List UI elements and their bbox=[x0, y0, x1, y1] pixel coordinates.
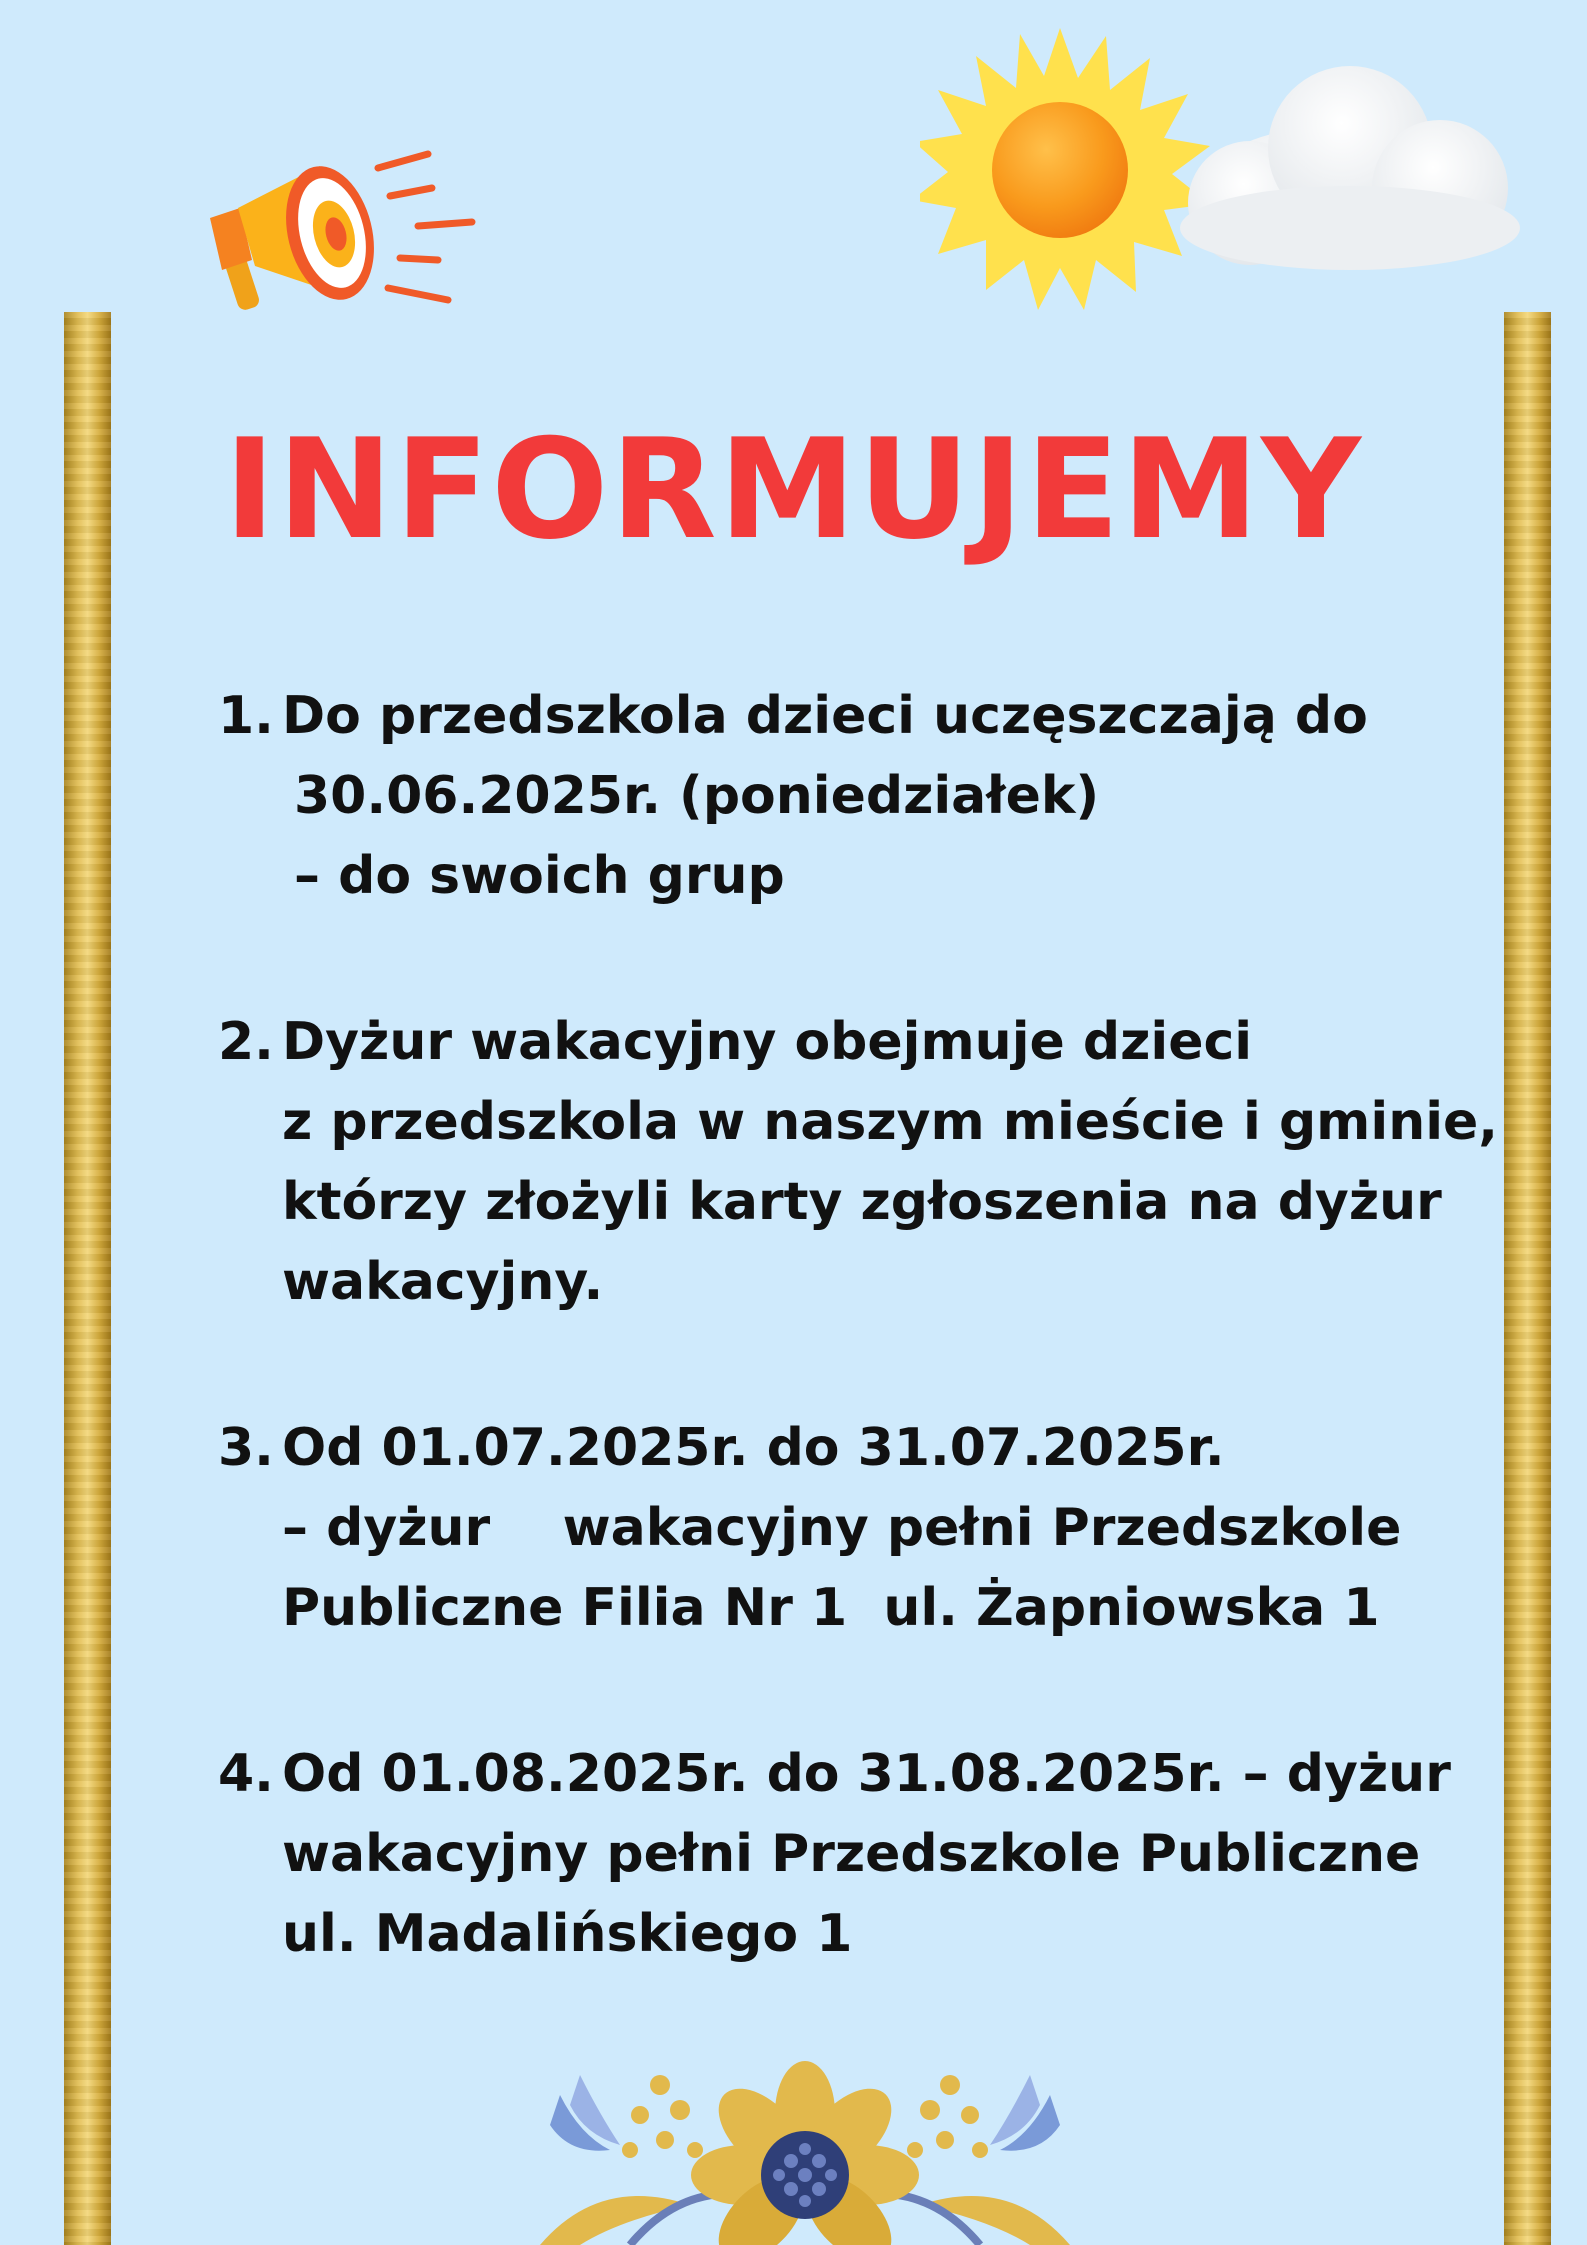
list-item-line: 30.06.2025r. (poniedziałek) bbox=[294, 766, 1100, 826]
list-item bbox=[218, 676, 1498, 916]
list-item-line: wakacyjny pełni Przedszkole Publiczne bbox=[282, 1824, 1421, 1884]
list-item-number: 2. bbox=[218, 1012, 274, 1072]
list-item-line: Od 01.08.2025r. do 31.08.2025r. – dyżur bbox=[282, 1744, 1451, 1804]
gold-border-right bbox=[1504, 312, 1551, 2245]
gold-border-left bbox=[64, 312, 111, 2245]
sun-icon bbox=[920, 28, 1210, 310]
cloud-icon bbox=[1180, 66, 1520, 270]
list-item bbox=[218, 1734, 1498, 1974]
flowers-decoration bbox=[480, 2055, 1130, 2245]
list-item-line: – dyżur wakacyjny pełni Przedszkole bbox=[282, 1498, 1402, 1558]
list-item-line: ul. Madalińskiego 1 bbox=[282, 1904, 853, 1964]
list-item-number: 4. bbox=[218, 1744, 274, 1804]
list-item-line: – do swoich grup bbox=[294, 846, 785, 906]
list-item bbox=[218, 1002, 1498, 1322]
list-item-number: 1. bbox=[218, 686, 274, 746]
list-item-line: Od 01.07.2025r. do 31.07.2025r. bbox=[282, 1418, 1225, 1478]
info-list bbox=[218, 676, 1498, 2060]
megaphone-icon bbox=[200, 148, 490, 338]
sun-cloud-decoration bbox=[920, 28, 1530, 318]
list-item-line: którzy złożyli karty zgłoszenia na dyżur bbox=[282, 1172, 1442, 1232]
list-item-line: wakacyjny. bbox=[282, 1252, 604, 1312]
page-title: INFORMUJEMY bbox=[224, 409, 1363, 570]
list-item-line: Publiczne Filia Nr 1 ul. Żapniowska 1 bbox=[282, 1578, 1380, 1638]
list-item-line: z przedszkola w naszym mieście i gminie, bbox=[282, 1092, 1499, 1152]
list-item-line: Dyżur wakacyjny obejmuje dzieci bbox=[282, 1012, 1253, 1072]
list-item-number: 3. bbox=[218, 1418, 274, 1478]
list-item bbox=[218, 1408, 1498, 1648]
list-item-line: Do przedszkola dzieci uczęszczają do bbox=[282, 686, 1368, 746]
